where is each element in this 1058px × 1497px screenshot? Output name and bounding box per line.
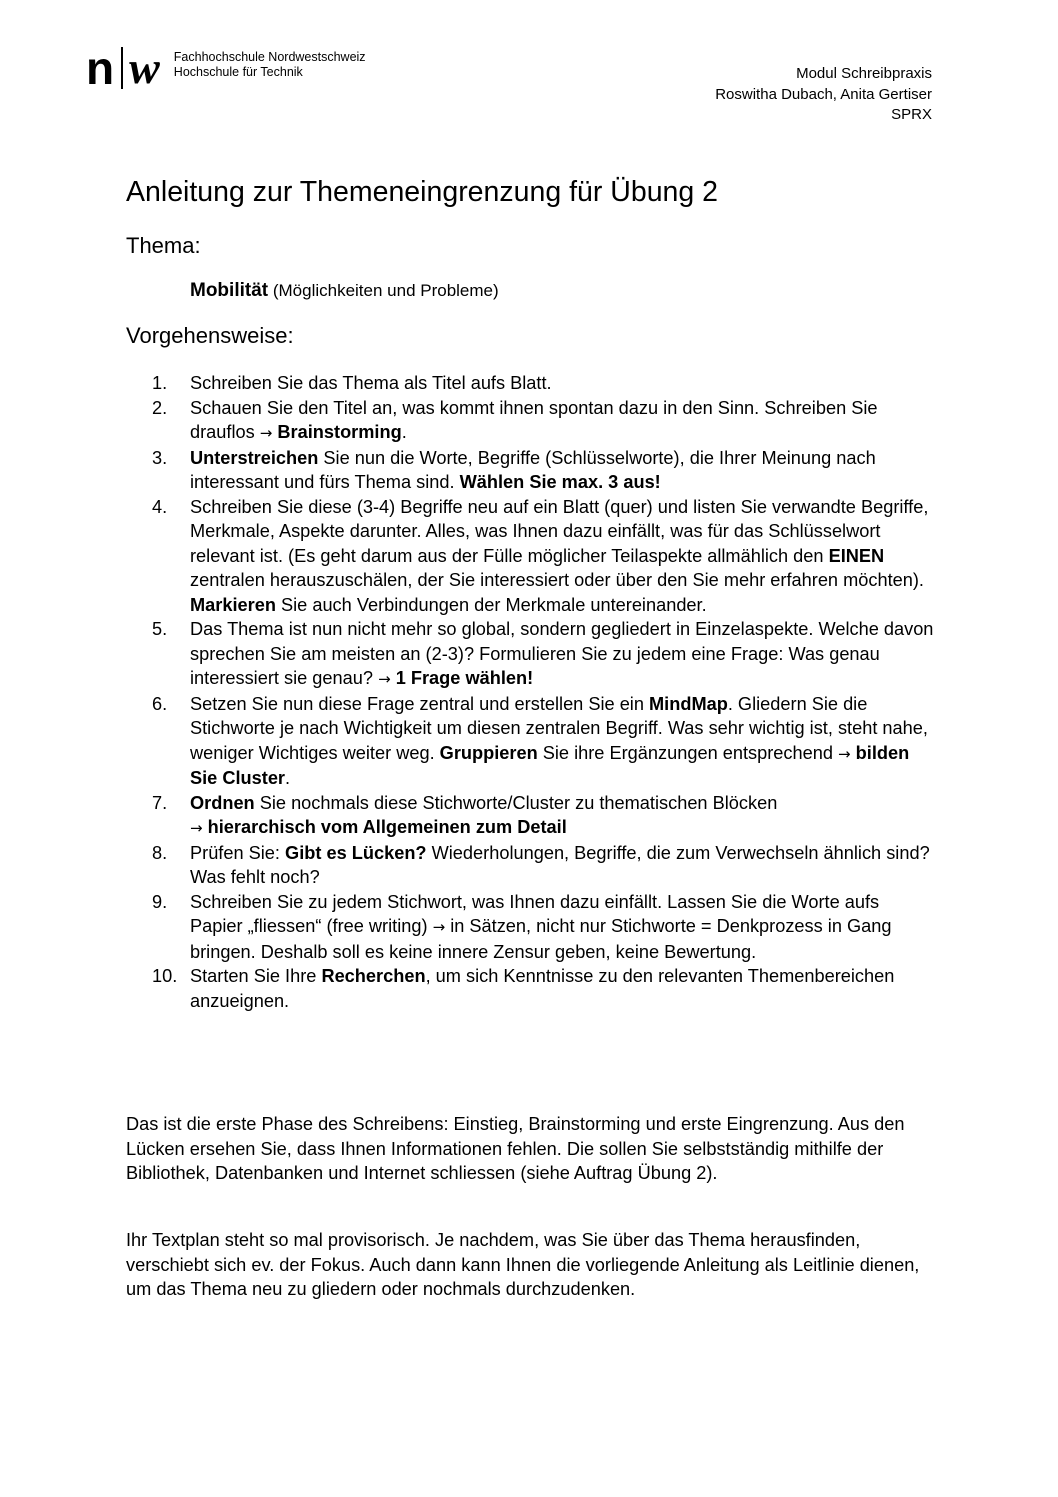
paragraph-textplan: Ihr Textplan steht so mal provisorisch. Je nachdem, was Sie über das Thema herausfinden, verschiebt sich ev. der Fokus. Auch dann kann Ihnen die vorliegende Anleitung als Leitlinie dienen, um das Thema neu zu gliedern oder nochmals durchzudenken. [126,1230,920,1299]
step-number: 5. [152,619,168,639]
step-2 [126,396,936,446]
step-emphasis: EINEN [828,545,885,566]
step-text: in Sätzen, nicht nur Stichworte = Denkprozess in Gang bringen. Deshalb soll es keine innere Zensur geben, keine Bewertung. [190,916,892,962]
topic [190,278,499,304]
step-8 [126,841,936,890]
step-text: Prüfen Sie: [190,842,286,863]
logo-letter-w: w [129,42,160,93]
arrow-icon: → [838,744,851,763]
step-text: Das Thema ist nun nicht mehr so global, sondern gegliedert in Einzelaspekte. Welche davon sprechen Sie am meisten an (2-3)? Formulieren Sie zu jedem eine Frage: Was genau interessiert sie genau? [190,619,934,688]
step-4 [126,495,936,618]
arrow-icon: → [190,819,203,837]
step-6 [126,692,936,791]
topic-rest: (Möglichkeiten und Probleme) [268,281,499,300]
paragraph-phase: Das ist die erste Phase des Schreibens: Einstieg, Brainstorming und erste Eingrenzung. Aus den Lücken ersehen Sie, dass Ihnen Informationen fehlen. Die sollen Sie selbstständig mithilfe der Bibliothek, Datenbanken und Internet schliessen (siehe Auftrag Übung 2). [126,1114,905,1183]
step-text: , um sich Kenntnisse zu den relevanten Themenbereichen anzueignen. [190,966,895,1011]
step-text: Setzen Sie nun diese Frage zentral und erstellen Sie ein [190,693,650,714]
arrow-icon: → [378,670,391,688]
arrow-icon: → [259,424,273,442]
step-number: 4. [152,496,168,517]
step-text: zentralen herauszuschälen, der Sie interessiert oder über den Sie mehr erfahren möchten). [190,570,924,590]
step-text: Sie auch Verbindungen der Merkmale untereinander. [275,594,707,615]
topic-bold: Mobilität [190,280,269,301]
authors: Roswitha Dubach, Anita Gertiser [715,85,932,103]
step-text: Schauen Sie den Titel an, was kommt ihnen spontan dazu in den Sinn. Schreiben Sie drauflos [190,397,878,442]
step-number: 9. [152,891,168,912]
step-number: 2. [152,397,168,418]
step-number: 8. [152,842,168,863]
institution-logo [86,42,366,94]
logo-text [174,50,366,80]
step-9 [126,890,936,965]
step-emphasis: Gibt es Lücken? [285,842,427,863]
step-emphasis: 1 Frage wählen! [395,668,534,688]
document-header [715,64,932,126]
step-text: Sie nochmals diese Stichworte/Cluster zu thematischen Blöcken [254,792,778,813]
step-emphasis: hierarchisch vom Allgemeinen zum Detail [207,817,567,837]
step-emphasis: bilden Sie Cluster [190,742,910,788]
step-number: 10. [152,966,178,986]
step-emphasis: MindMap [649,693,728,714]
logo-line-1: Fachhochschule Nordwestschweiz [173,50,366,64]
step-1 [126,371,936,396]
step-text: Schreiben Sie diese (3-4) Begriffe neu auf ein Blatt (quer) und listen Sie verwandte Begriffe, Merkmale, Aspekte darunter. Alles, was Ihnen dazu einfällt, was für das Schlüsselwort relevant ist. (Es geht darum aus der Fülle möglicher Teilaspekte allmählich den [190,496,929,566]
step-10 [126,964,936,1013]
step-emphasis: Brainstorming [277,422,402,442]
step-text: Sie ihre Ergänzungen entsprechend [537,742,839,763]
step-7 [126,791,936,841]
step-text: Sie nun die Worte, Begriffe (Schlüsselworte), die Ihrer Meinung nach interessant und fürs Thema sind. [190,447,876,492]
step-text: . Gliedern Sie die Stichworte je nach Wichtigkeit um diesen zentralen Begriff. Was sehr wichtig ist, steht nahe, weniger Wichtiges weiter weg. [190,693,928,763]
step-emphasis: Unterstreichen [190,447,319,468]
arrow-icon: → [432,918,446,936]
step-text: Schreiben Sie zu jedem Stichwort, was Ihnen dazu einfällt. Lassen Sie die Worte aufs Papier „fliessen“ (free writing) [190,891,880,936]
step-emphasis: Recherchen [321,966,426,986]
step-number: 7. [152,792,168,813]
logo-letter-n: n [86,42,114,94]
step-text: . [285,768,291,788]
step-3 [126,446,936,495]
thema-heading: Thema: [126,233,201,258]
logo-divider [121,47,123,89]
logo-mark [86,42,160,94]
step-emphasis: Gruppieren [439,742,538,763]
step-emphasis: Markieren [190,594,276,615]
step-text: . [401,422,407,442]
step-number: 1. [152,373,168,393]
step-number: 3. [152,447,168,468]
procedure-steps [126,371,936,1013]
step-text: Starten Sie Ihre [190,966,322,986]
page-title: Anleitung zur Themeneingrenzung für Übung 2 [126,176,719,208]
step-emphasis: Ordnen [190,792,255,813]
module-code: SPRX [891,106,932,123]
procedure-heading: Vorgehensweise: [126,323,294,348]
step-number: 6. [152,693,168,714]
step-text: Wiederholungen, Begriffe, die zum Verwechseln ähnlich sind? Was fehlt noch? [190,842,930,887]
step-5 [126,617,936,692]
logo-line-2: Hochschule für Technik [173,65,303,79]
step-emphasis: Wählen Sie max. 3 aus! [459,472,661,492]
step-text: Schreiben Sie das Thema als Titel aufs Blatt. [190,373,552,393]
module-name: Modul Schreibpraxis [796,65,932,82]
